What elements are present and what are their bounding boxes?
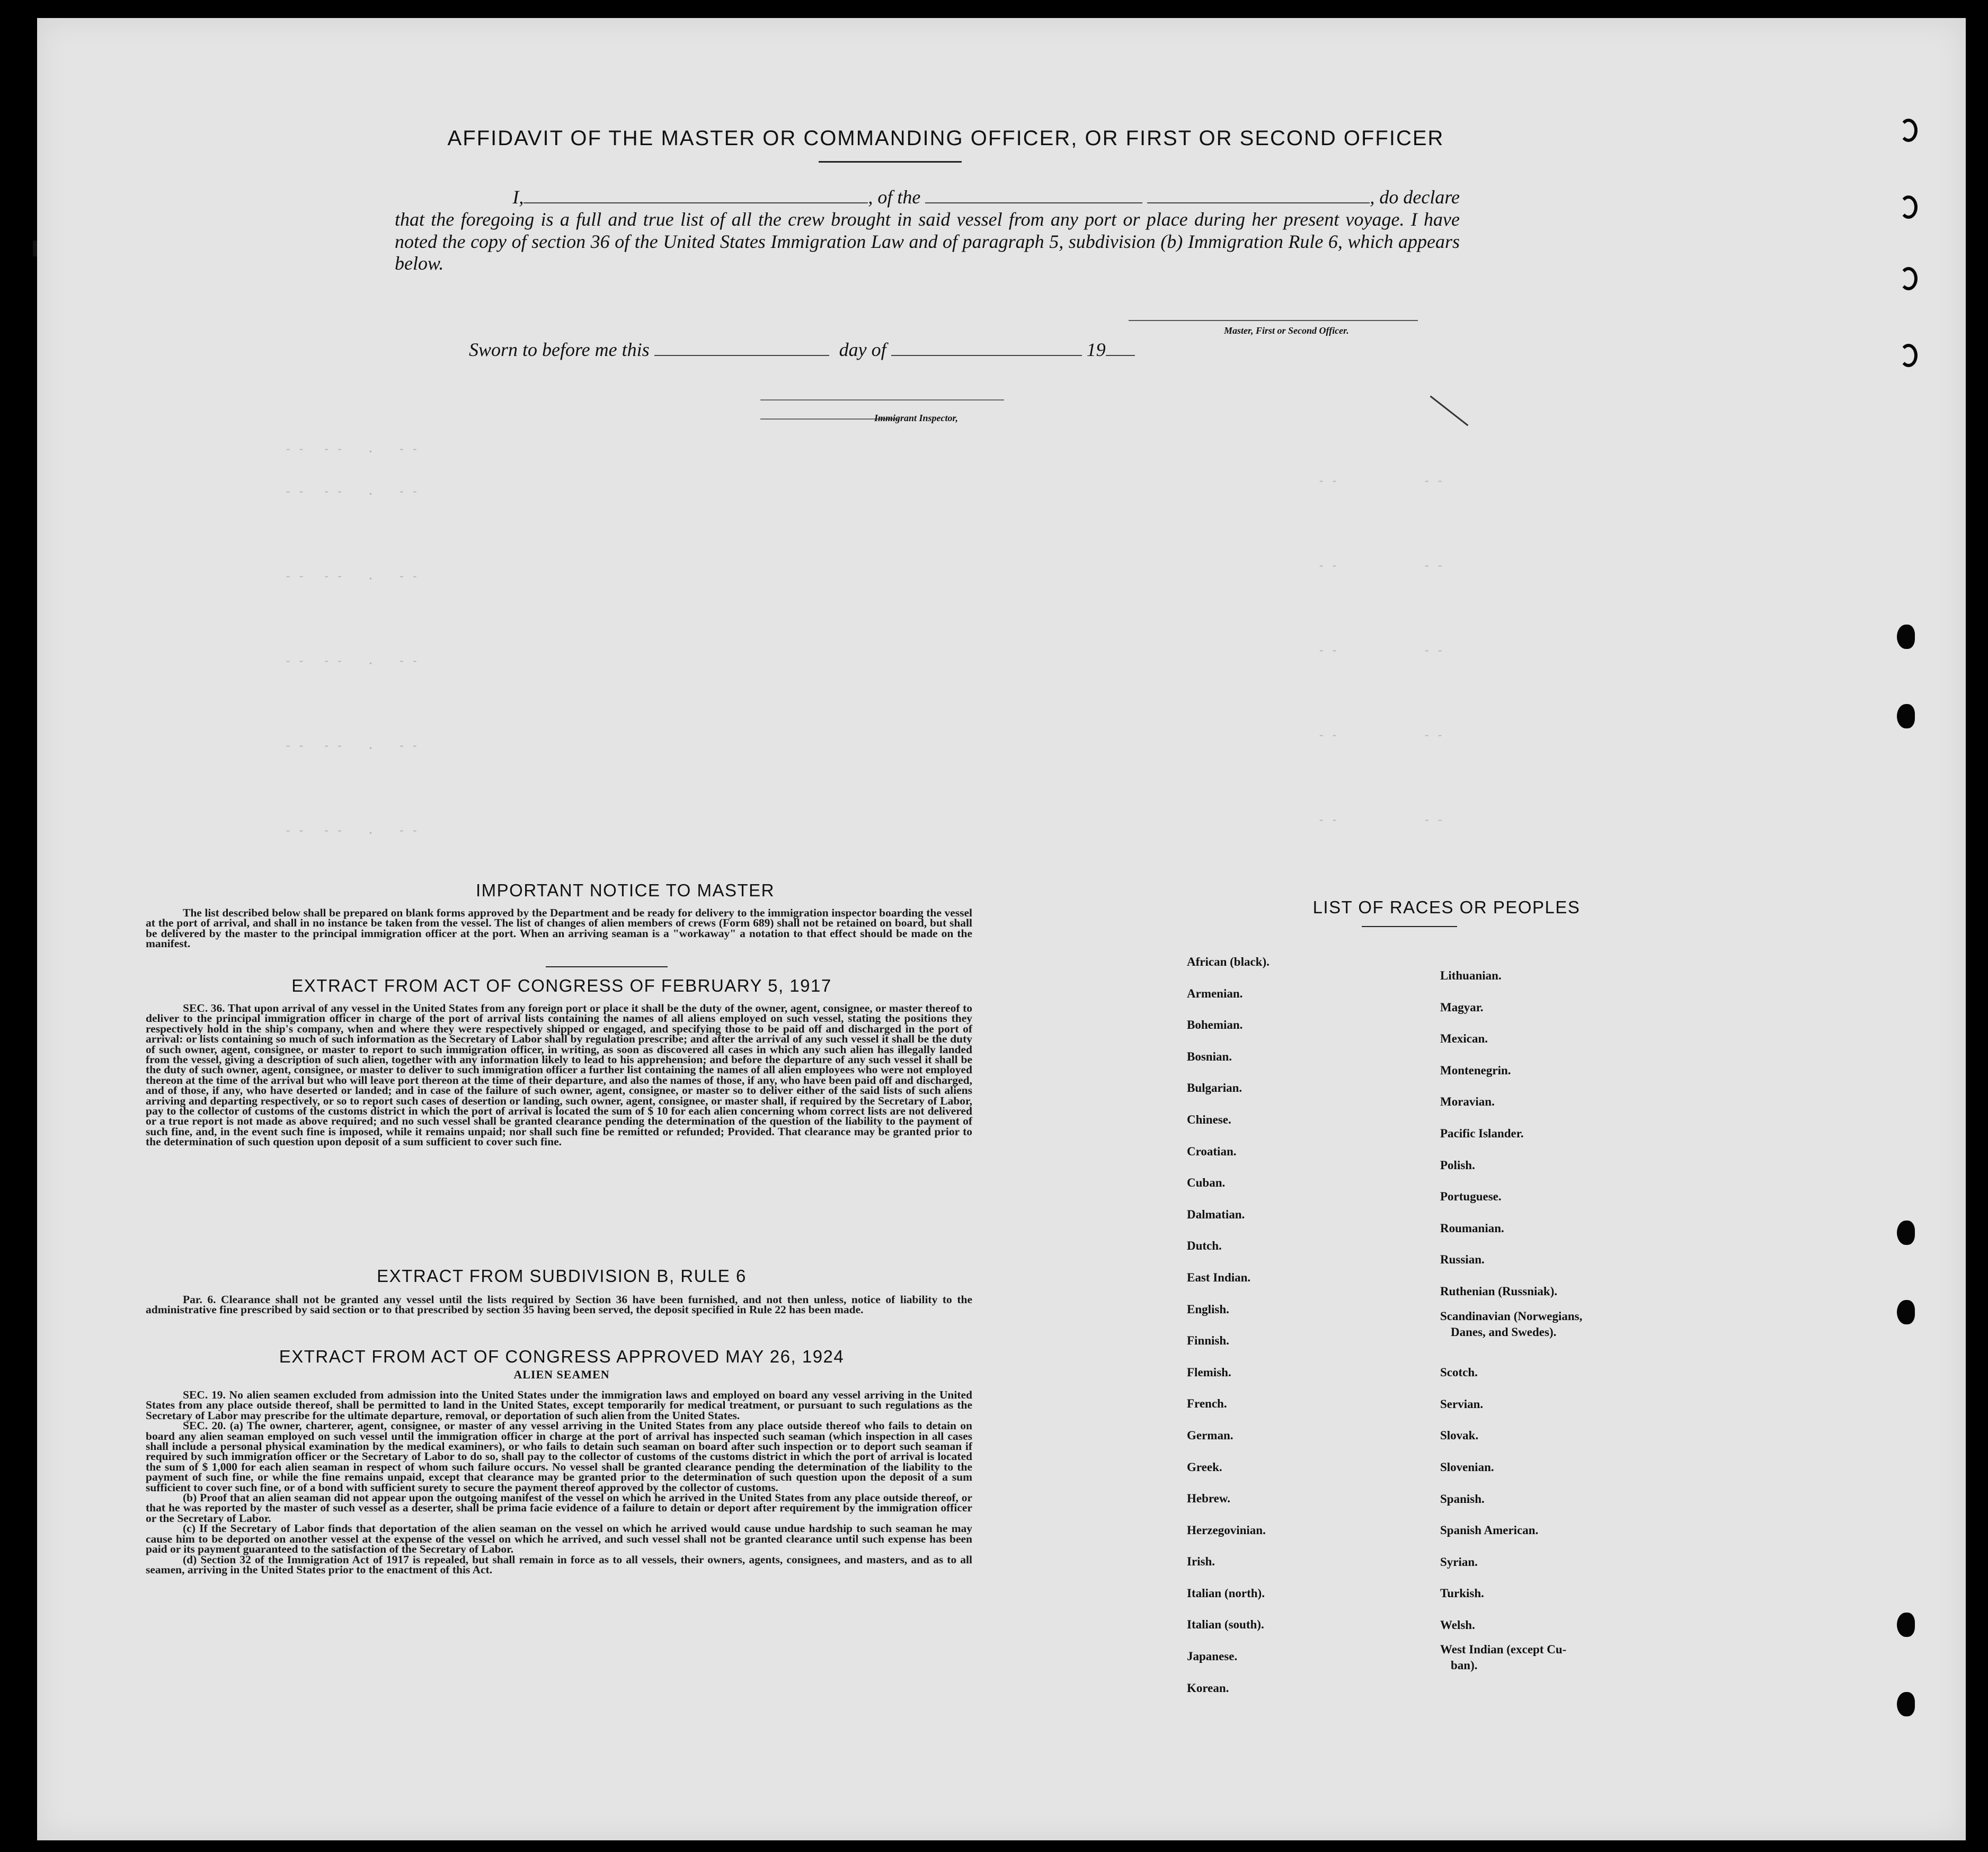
master-signature-line[interactable] — [1129, 320, 1418, 321]
pencil-check-mark — [1430, 396, 1469, 426]
sworn-day-label: day of — [839, 339, 886, 360]
race-item: Hebrew. — [1187, 1492, 1230, 1506]
race-item: French. — [1187, 1397, 1227, 1411]
rule6-title: EXTRACT FROM SUBDIVISION B, RULE 6 — [377, 1266, 747, 1286]
sworn-line — [469, 339, 1135, 361]
document-sheet — [37, 18, 1966, 1840]
binder-hole — [1897, 1613, 1915, 1637]
bleed-through-text: - - - - — [1319, 558, 1445, 572]
act1924-body — [146, 1390, 972, 1575]
race-item: Russian. — [1440, 1253, 1485, 1267]
affidavit-declaration — [395, 186, 1460, 275]
race-item: East Indian. — [1187, 1270, 1251, 1284]
race-item: West Indian (except Cu- — [1440, 1643, 1567, 1657]
act1924-paragraph-5: (d) Section 32 of the Immigration Act of 1917 is repealed, but shall remain in force as to all vessels, their owners, agents, consignees, and masters, and as to all seamen, arriving in the United States prior to the enactment of this Act. — [146, 1553, 972, 1576]
act1924-paragraph-2: SEC. 20. (a) The owner, charterer, agent, consignee, or master of any vessel arriving in the United States from any place outside thereof who fails to detain on board any alien seaman employed on such vessel until the immigration officer in charge at the port of arrival has inspected such seaman (which inspection in all cases shall include a personal physical examination by the medical examiners), or who fails to detain such seaman on board after such inspection or to deport such seaman if required by such immigration officer or the Secretary of Labor to do so, shall pay to the collector of customs of the customs district in which the port of arrival is located the sum of $ 1,000 for each alien seaman in respect of whom such failure occurs. No vessel shall be granted clearance pending the determination of the liability to the payment of such fine, or while the fine remains unpaid, except that clearance may be granted prior to the determination of such question upon the deposit of a sum sufficient to cover such fine, or of a bond with sufficient surety to secure the payment thereof approved by the collector of customs. — [146, 1419, 972, 1494]
affidavit-title: AFFIDAVIT OF THE MASTER OR COMMANDING OFFICER, OR FIRST OR SECOND OFFICER — [447, 127, 1444, 150]
binder-hole — [1900, 344, 1918, 367]
race-item: German. — [1187, 1428, 1233, 1442]
race-item: Slovak. — [1440, 1429, 1479, 1443]
races-title-rule — [1362, 926, 1457, 927]
race-item: Slovenian. — [1440, 1460, 1494, 1474]
act1924-subtitle: ALIEN SEAMEN — [513, 1368, 610, 1381]
notice-title: IMPORTANT NOTICE TO MASTER — [475, 880, 775, 900]
binder-hole — [1897, 704, 1915, 728]
race-item: Chinese. — [1187, 1112, 1231, 1126]
notice-body — [146, 908, 972, 949]
act1917-body — [146, 1003, 972, 1147]
affidavit-declare-label: , do declare — [1370, 186, 1460, 208]
sworn-month-field[interactable] — [891, 354, 1082, 356]
bleed-through-text: - - - - — [1319, 474, 1445, 487]
affidavit-of-label: , of the — [868, 186, 921, 208]
race-item: Japanese. — [1187, 1650, 1238, 1663]
bleed-through-text: - - - - — [1319, 728, 1445, 741]
race-item: Armenian. — [1187, 986, 1243, 1000]
race-item: African (black). — [1187, 955, 1270, 968]
act1917-paragraph: SEC. 36. That upon arrival of any vessel in the United States from any foreign port or place it shall be the duty of the owner, agent, consignee, or master thereof to deliver to the principal immigration officer in charge of the port of arrival lists containing the names of all aliens employed on such vessel, stating the positions they respectively hold in the ship's company, when and where they were respectively shipped or engaged, and specifying those to be paid off and discharged in the port of arrival: or lists containing so much of such information as the Secretary of Labor shall by regulation prescribe; and after the arrival of any such vessel it shall be the duty of such owner, agent, consignee, or master to report to such immigration officer, in writing, as soon as discovered all cases in which any such alien has illegally landed from the vessel, giving a description of such alien, together with any information likely to lead to his apprehension; and before the departure of any such vessel it shall be the duty of such owner, agent, consignee, or master to deliver to such immigration officer a further list containing the names of all alien employees who were not employed thereon at the time of the arrival but who will leave port thereon at the time of their departure, and also the names of those, if any, who have been paid off and discharged, and of those, if any, who have deserted or landed; and in case of the failure of such owner, agent, consignee, or master so to deliver either of the said lists of such aliens arriving and departing respectively, or so to report such cases of desertion or landing, such owner, agent, consignee, or master shall, if required by the Secretary of Labor, pay to the collector of customs of the customs district in which the port of arrival is located the sum of $ 10 for each alien concerning whom correct lists are not delivered or a true report is not made as above required; and no such vessel shall be granted clearance pending the determination of the question of the liability to the payment of such fine, and, in the event such fine is imposed, while it remains unpaid; nor shall such fine be remitted or refunded; Provided. That clearance may be granted prior to the determination of such question upon deposit of a sum sufficient to cover such fine. — [146, 1002, 972, 1148]
sworn-year-field[interactable] — [1106, 354, 1135, 356]
inspector-label: Immigrant Inspector, — [874, 413, 958, 423]
sworn-year-label: 19 — [1086, 339, 1106, 360]
race-item: Magyar. — [1440, 1000, 1484, 1014]
race-item: Servian. — [1440, 1397, 1484, 1411]
race-item: Roumanian. — [1440, 1221, 1504, 1235]
races-right-column — [1440, 960, 1582, 1690]
rule6-paragraph: Par. 6. Clearance shall not be granted any vessel until the lists required by Section 36 have been furnished, and not then unless, notice of liability to the administrative fine prescribed by said section or to that prescribed by section 35 having been served, the deposit specified in Rule 22 has been made. — [146, 1293, 972, 1316]
race-item: Italian (south). — [1187, 1618, 1264, 1632]
bleed-through-text: - - - - . - - — [286, 738, 420, 752]
affidavit-body: that the foregoing is a full and true list of all the crew brought in said vessel from any port or place during her present voyage. I have noted the copy of section 36 of the United States Immigration Law and of paragraph 5, subdivision (b) Immigration Rule 6, which appears below. — [395, 208, 1460, 274]
notice-rule — [546, 966, 668, 967]
sworn-prefix: Sworn to before me this — [469, 339, 650, 360]
race-item: Danes, and Swedes). — [1451, 1325, 1557, 1339]
binder-hole — [1897, 1692, 1915, 1716]
race-item: Herzegovinian. — [1187, 1523, 1266, 1537]
race-item: Scandinavian (Norwegians, — [1440, 1309, 1583, 1323]
race-item: Dutch. — [1187, 1239, 1222, 1253]
master-name-field[interactable] — [523, 202, 868, 203]
master-signature-label: Master, First or Second Officer. — [1224, 325, 1349, 336]
act1924-paragraph-3: (b) Proof that an alien seaman did not appear upon the outgoing manifest of the vessel on which he arrived in the United States from any place outside thereof, or that he was reported by the master of such vessel as a deserter, shall be prima facie evidence of a failure to detain or deport after requirement by the immigration officer or the Secretary of Labor. — [146, 1491, 972, 1525]
race-item: Bosnian. — [1187, 1049, 1232, 1063]
binder-hole — [1897, 1300, 1915, 1324]
race-item: Welsh. — [1440, 1618, 1475, 1632]
act1924-paragraph-1: SEC. 19. No alien seamen excluded from admission into the United States under the immigration laws and employed on board any vessel arriving in the United States from any place outside thereof, shall be permitted to land in the United States, except temporarily for medical treatment, or pursuant to such regulations as the Secretary of Labor may prescribe for the ultimate departure, removal, or deportation of such alien from the United States. — [146, 1388, 972, 1422]
bleed-through-text: - - - - . - - — [286, 654, 420, 667]
race-item: Mexican. — [1440, 1032, 1488, 1046]
act1924-paragraph-4: (c) If the Secretary of Labor finds that deportation of the alien seaman on the vessel on which he arrived would cause undue hardship to such seaman he may cause him to be deported on another vessel at the expense of the vessel on which he arrived, and such vessel shall not be granted clearance until such expense has been paid or its payment guaranteed to the satisfaction of the Secretary of Labor. — [146, 1522, 972, 1556]
notice-paragraph: The list described below shall be prepared on blank forms approved by the Department and be ready for delivery to the immigration inspector boarding the vessel at the port of arrival, and shall in no instance be taken from the vessel. The list of changes of alien members of crews (Form 689) shall not be retained on board, but shall be delivered by the master to the principal immigration officer at the port. When an arriving seaman is a "workaway" a notation to that effect should be made on the manifest. — [146, 906, 972, 950]
affidavit-title-rule — [819, 161, 962, 163]
affidavit-i-label: I, — [512, 186, 524, 208]
bleed-through-text: - - - - — [1319, 643, 1445, 656]
race-item: Bohemian. — [1187, 1018, 1243, 1032]
race-item: Spanish American. — [1440, 1524, 1539, 1537]
race-item: Portuguese. — [1440, 1190, 1502, 1204]
race-item: Greek. — [1187, 1460, 1222, 1474]
bleed-through-text: - - - - . - - — [286, 442, 420, 455]
edge-mark — [33, 241, 37, 256]
race-item: Moravian. — [1440, 1095, 1495, 1109]
race-item: Spanish. — [1440, 1492, 1485, 1506]
race-item: Italian (north). — [1187, 1586, 1265, 1600]
race-item: English. — [1187, 1302, 1229, 1316]
act1917-title: EXTRACT FROM ACT OF CONGRESS OF FEBRUARY 5, 1917 — [291, 976, 832, 995]
race-item: Montenegrin. — [1440, 1063, 1511, 1077]
race-item: Ruthenian (Russniak). — [1440, 1284, 1558, 1298]
race-item: Croatian. — [1187, 1144, 1237, 1158]
vessel-type-field[interactable] — [925, 202, 1142, 203]
race-item: Finnish. — [1187, 1334, 1229, 1348]
inspector-signature-line[interactable] — [760, 399, 1004, 400]
races-title: LIST OF RACES OR PEOPLES — [1312, 897, 1581, 917]
vessel-name-field[interactable] — [1147, 202, 1370, 203]
race-item: Bulgarian. — [1187, 1081, 1242, 1095]
binder-hole — [1900, 119, 1918, 142]
race-item: Scotch. — [1440, 1366, 1478, 1379]
rule6-body — [146, 1295, 972, 1315]
binder-hole — [1900, 267, 1918, 290]
binder-hole — [1897, 1221, 1915, 1245]
race-item: Cuban. — [1187, 1176, 1226, 1190]
race-item: Irish. — [1187, 1555, 1215, 1569]
race-item: Polish. — [1440, 1158, 1475, 1172]
bleed-through-text: - - - - . - - — [286, 484, 420, 497]
binder-hole — [1900, 195, 1918, 219]
race-item: Turkish. — [1440, 1587, 1484, 1600]
bleed-through-text: - - - - — [1319, 813, 1445, 826]
race-item: ban). — [1451, 1659, 1478, 1672]
race-item: Flemish. — [1187, 1365, 1231, 1379]
binder-hole — [1897, 625, 1915, 649]
race-item: Dalmatian. — [1187, 1207, 1245, 1221]
race-item: Syrian. — [1440, 1555, 1478, 1569]
race-item: Korean. — [1187, 1681, 1229, 1695]
race-item: Pacific Islander. — [1440, 1126, 1524, 1140]
races-left-column — [1187, 946, 1270, 1704]
bleed-through-text: - - - - . - - — [286, 823, 420, 836]
bleed-through-text: - - - - . - - — [286, 569, 420, 582]
act1924-title: EXTRACT FROM ACT OF CONGRESS APPROVED MAY 26, 1924 — [279, 1347, 845, 1366]
race-item: Lithuanian. — [1440, 969, 1502, 982]
sworn-day-field[interactable] — [654, 354, 829, 356]
